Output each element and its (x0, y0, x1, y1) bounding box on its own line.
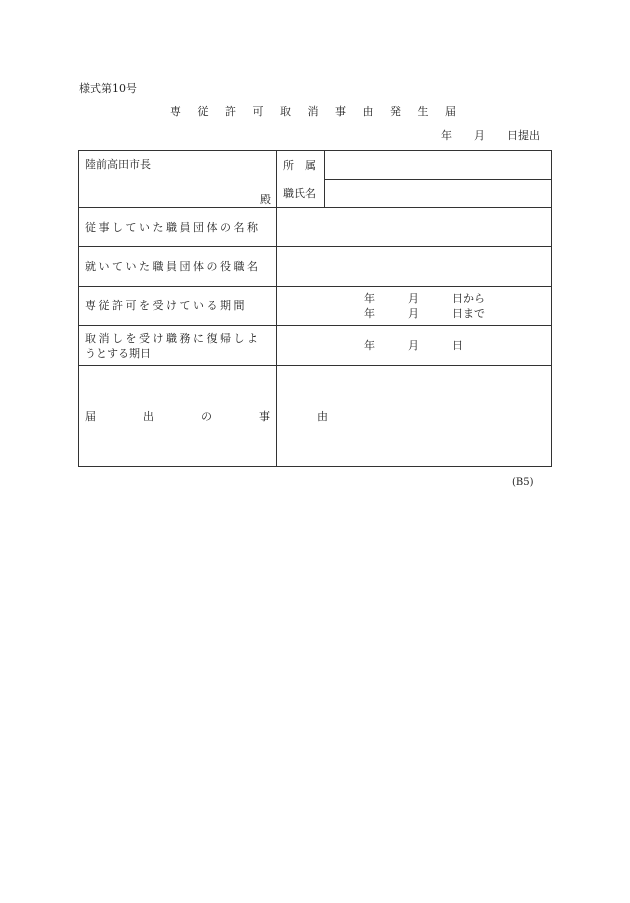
reason-field[interactable] (283, 373, 545, 459)
return-date-label-line2: うとする期日 (85, 347, 151, 360)
affiliation-label: 所 属 (283, 159, 316, 172)
permit-period-label: 専従許可を受けている期間 (85, 299, 247, 312)
row-divider-3 (79, 286, 552, 287)
permit-period-from[interactable]: 年 月 日から (364, 292, 485, 305)
form-title: 専従許可取消事由発生届 (170, 105, 473, 118)
return-date-label-line1: 取消しを受け職務に復帰しよ (85, 332, 261, 345)
submit-date[interactable]: 年 月 日提出 (441, 129, 540, 142)
row-divider-2 (79, 246, 552, 247)
form-table (78, 150, 552, 467)
applicant-divider (324, 179, 552, 180)
paper-size-note: (B5) (512, 477, 534, 488)
organization-name-label: 従事していた職員団体の名称 (85, 221, 261, 234)
row-divider-5 (79, 365, 552, 366)
name-label: 職氏名 (283, 187, 316, 200)
row-divider-4 (79, 325, 552, 326)
return-date-field[interactable]: 年 月 日 (364, 339, 463, 352)
row-divider-1 (79, 207, 552, 208)
addressee-honorific: 殿 (260, 193, 271, 206)
addressee-name: 陸前高田市長 (85, 158, 151, 171)
applicant-label-divider (324, 151, 325, 208)
position-label: 就いていた職員団体の役職名 (85, 260, 261, 273)
permit-period-to[interactable]: 年 月 日まで (364, 307, 485, 320)
form-number: 様式第10号 (79, 82, 137, 95)
reason-label: 届 出 の 事 由 (85, 410, 346, 423)
